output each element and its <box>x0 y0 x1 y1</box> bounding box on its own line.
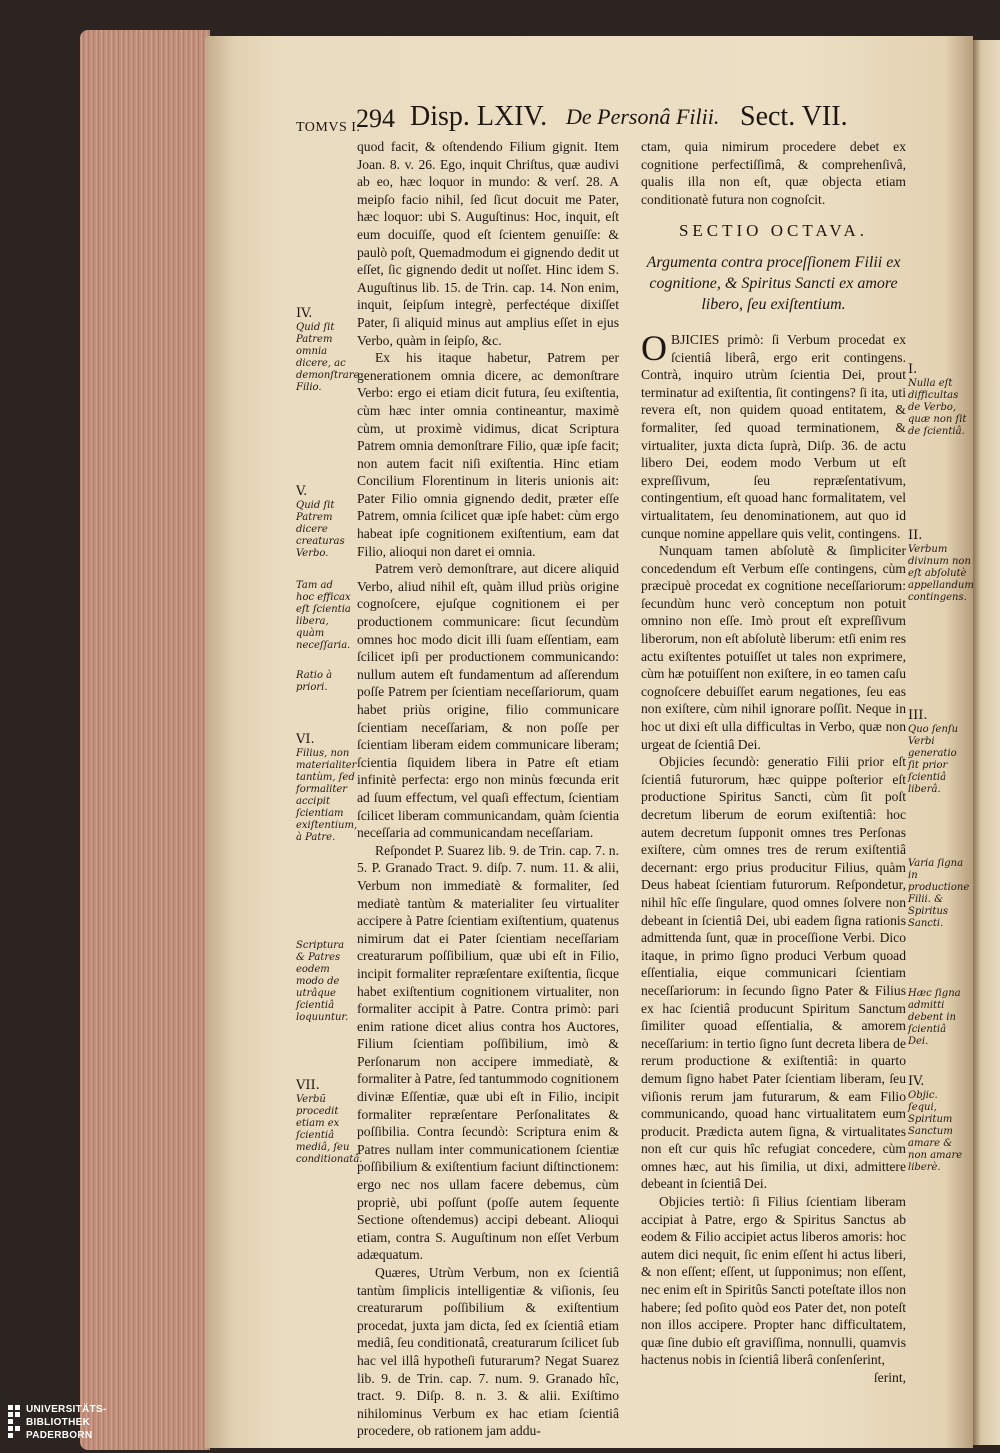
right-column <box>641 138 906 1387</box>
drop-cap: O <box>641 327 667 368</box>
margin-note <box>296 938 352 1024</box>
page-edges <box>80 30 210 1450</box>
running-head <box>296 96 856 136</box>
note-text: Verbum divinum non eſt abſolutè appellandum contingens. <box>908 544 974 603</box>
note-text: Quid ſit Patrem dicere creaturas Verbo. <box>296 500 345 559</box>
note-text: Quo ſenſu Verbi generatio ſit prior ſcientiâ liberâ. <box>908 724 959 795</box>
note-number: IV. <box>908 1074 925 1089</box>
paragraph: Objicies ſecundò: generatio Filii prior eſt ſcientiâ futurorum, hæc quippe poſterior eſt productione Spiritus Sancti, cùm ſit poſt decretum liberum de eorum exiſtentiâ: hoc autem decretum ſupponit omnes tres Perſonas exiſtere, cùm omnes tres de rerum exiſtentiâ decernant: ergo prius producitur Filius, quàm Deus habeat ſcientiam futurorum. Reſpondetur, nihil hîc eſſe ſingulare, quod omnes ſolvere non debeant in ſcientiâ Dei, ubi eadem ſigna rationis admittenda ſunt, quæ in proceſſione Verbi. Dico itaque, in primo ſigno produci Verbum quoad eſſentialia, eique communicari ſcientiam neceſſariorum: in ſecundo ſigno Pater & Filius ex hac ſcientiâ producunt Spiritum Sanctum ſimiliter quoad eſſentialia, & amorem neceſſarium: in tertio ſigno ſunt decreta libera de rerum productione & exiſtentiâ: in quarto demum ſigno habet Pater ſcientiam liberam, ſeu viſionis rerum jam futurarum, & eam Filio communicando, quoad hanc virtualitatem eum producit. Prædicta autem ſigna, & virtualitates non eſt cur quis hîc refugiat concedere, cùm omnes hæc, aut his ſimilia, ut dixi, admittere debeant in ſcientiâ Dei. <box>641 754 906 1192</box>
note-text: Filius, non materialiter tantùm, ſed formaliter accipit ſcientiam exiſtentium, à Patre. <box>296 748 358 843</box>
paragraph <box>641 327 906 542</box>
paragraph-text: BJICIES primò: ſi Verbum procedat ex ſcientiâ liberâ, ergo erit contingens. Contrà, inquiro utrùm ſcientia Dei, prout terminatur ad exiſtentia, ſit contingens? ſi ita, uti revera eſt, non quidem quoad entitatem, & formaliter, ſed quoad terminationem, & virtualiter, juxta dicta ſuprà, Diſp. 36. de actu libero Dei, eodem modo Verbum ut eſt expreſſivum, ſeu repræſentativum, contingentium, eſt quoad hanc formalitatem, vel virtualitatem, ſeu denominationem, aut quo id cunque nomine appellare quis velit, contingens. <box>641 331 906 541</box>
disputatio-label: Disp. LXIV. <box>410 101 548 132</box>
margin-note <box>908 986 968 1048</box>
margin-note <box>908 530 974 604</box>
tomus-label: TOMVS I. <box>296 120 361 135</box>
margin-note <box>908 1076 968 1174</box>
section-heading: SECTIO OCTAVA. <box>678 221 869 241</box>
library-line: UNIVERSITÄTS- <box>26 1404 107 1415</box>
margin-note <box>296 308 359 394</box>
note-text: Quid ſit Patrem omnia dicere, ac demonſtrare Filio. <box>296 322 360 393</box>
margin-note <box>908 710 968 796</box>
margin-note <box>908 856 969 930</box>
margin-note <box>908 364 968 438</box>
note-number: III. <box>908 708 928 723</box>
note-text: Objic. ſequi, Spiritum Sanctum amare & non amare liberè. <box>908 1090 963 1173</box>
paragraph: Ex his itaque habetur, Patrem per generationem omnia dicere, ac demonſtrare Verbo: ergo ei etiam dicit futura, ſeu exiſtentia, cùm hæc inter omnia contineantur, maximè cùm, ut proximè vidimus, dicat Scriptura Patrem omnia demonſtrare Filio, quæ ipſe facit; non autem facit niſi exiſtentia. Hinc etiam Concilium Florentinum in literis unionis ait: Pater Filio omnia gignendo dedit, præter eſſe Patrem, omnia ſcilicet quæ ipſe habet: cùm ergo habeat ipſe cognitionem exiſtentium, eam dat Filio, alioqui non daret ei omnia. <box>357 350 619 559</box>
note-number: I. <box>908 362 918 377</box>
paragraph: Nunquam tamen abſolutè & ſimpliciter concedendum eſt Verbum eſſe contingens, cùm præcipuè procedat ex cognitione neceſſariorum: ſecundùm hunc verò conceptum non potuit omnino non eſſe. Imò prout eſt expreſſivum liberorum, non eſt abſolutè liberum: etſi enim res actu exiſtentes potuiſſet ut tales non exprimere, cùm hæ potuiſſent non exiſtere, in eo tamen caſu cognoſcere debuiſſet earum negationes, ſeu eas non exiſtere, cùm nihil ignorare poſſit. Neque in hoc ut dixi eſt ulla difficultas in Verbo, quæ non urgeat de ſcientiâ Dei. <box>641 543 907 752</box>
note-number: V. <box>296 484 308 499</box>
note-text: Nulla eſt difficultas de Verbo, quæ non ſit de ſcientiâ. <box>908 378 967 437</box>
library-mark-icon <box>8 1405 20 1441</box>
paragraph: Quæres, Utrùm Verbum, non ex ſcientiâ tantùm ſimplicis intelligentiæ & viſionis, ſeu creaturarum poſſibilium & exiſtentium procedat, juxta jam dicta, ſed ex ſcientiâ etiam mediâ, ſeu conditionatâ, creaturarum ſcilicet ſub hac vel illâ hypotheſi futurarum? Negat Suarez lib. 9. de Trin. cap. 7. num. 9. Granado hîc, tract. 9. Diſp. 8. n. 3. & alii. Exiſtimo nihilominus Verbum ex hac etiam ſcientiâ procedere, ob rationem jam addu- <box>357 1265 619 1439</box>
library-name <box>26 1403 107 1442</box>
library-line: PADERBORN <box>26 1430 93 1441</box>
note-text: Scriptura & Patres eodem modo de utrâque ſcientiâ loquuntur. <box>296 940 349 1023</box>
note-text: Varia ſigna in productione Filii. & Spiritus Sancti. <box>908 858 970 929</box>
note-text: Tam ad hoc efficax eſt ſcientia libera, quàm neceſſaria. <box>296 580 351 651</box>
margin-note <box>296 578 352 652</box>
note-text: Hæc ſigna admitti debent in ſcientiâ Dei. <box>908 988 961 1047</box>
paragraph: Objicies tertiò: ſi Filius ſcientiam liberam accipiat à Patre, ergo & Spiritus Sanctus ab eodem & Filio accipiet actus liberos amoris: hoc autem dici nequit, ſic enim eſſent hi actus liberi, & non eſſent; eſſent, ut ſupponimus; non eſſent, nec enim eſt in Spiritûs Sancti poteſtate illos non habere; ſed poſito quòd eos Pater det, non poteſt non illos accipere. Propter hanc difficultatem, quæ ſine dubio eſt graviſſima, nonnulli, quamvis hactenus nobis in ſcientiâ liberâ conſenſerint, <box>641 1194 906 1368</box>
note-number: II. <box>908 528 923 543</box>
catchword: ſerint, <box>873 1370 906 1385</box>
section-subheading: Argumenta contra proceſſionem Filii ex cognitione, & Spiritus Sancti ex amore libero, ſeu exiſtentium. <box>646 253 901 313</box>
paragraph: ctam, quia nimirum procedere debet ex cognitione perfectiſſimâ, & comprehenſivâ, qualis illa non eſt, quæ objecta etiam conditionatè futura non cognoſcit. <box>641 139 906 207</box>
section-label: Sect. VII. <box>740 101 848 132</box>
library-logo <box>8 1403 138 1445</box>
running-title: De Personâ Filii. <box>566 104 720 129</box>
note-text: Verbũ procedit etiam ex ſcientiâ mediâ, ſeu conditionatâ. <box>296 1094 363 1165</box>
library-line: BIBLIOTHEK <box>26 1417 91 1428</box>
margin-note <box>296 734 357 844</box>
paragraph: Patrem verò demonſtrare, aut dicere aliquid Verbo, aliud nihil eſt, quàm illud priùs origine cognoſcere, ejuſque cognitionem ei per productionem communicare: ſicut ſecundùm omnes hoc modo dicit illi ſuam eſſentiam, eam ſcilicet ipſi per productionem communicando: nullum autem eſt fundamentum ad aſſerendum poſſe Patrem per ſcientiam neceſſariorum, quam habet priùs origine, filio communicare ſcientiam neceſſariam, & non poſſe per ſcientiam liberam eidem communicare liberam; ſcientia ſiquidem libera in Patre eſt etiam infinitè perfecta: ergo non minùs fœcunda erit ad ſuum effectum, vel quaſi effectum, ſcientiam ſcilicet liberam communicandam, quàm ſcientia neceſſaria ad communicandam neceſſariam. <box>357 561 619 841</box>
note-number: VI. <box>296 732 315 747</box>
note-number: VII. <box>296 1078 320 1093</box>
note-text: Ratio à priori. <box>296 670 333 693</box>
facing-page-edge <box>973 40 1000 1445</box>
margin-note <box>296 1080 362 1166</box>
paragraph: quod facit, & oſtendendo Filium gignit. Item Joan. 8. v. 26. Ego, inquit Chriſtus, quæ audivi ab eo, hæc loquor in mundo: & verſ. 28. A meipſo facio nihil, ſed ſicut docuit me Pater, hæc loquor: ubi S. Auguſtinus: Hoc, inquit, eſt eum docuiſſe, quod eſt ſcientem genuiſſe: & paulò poſt, Quemadmodum ei gignendo dedit ut eſſet, ſic gignendo dedit ut noſſet. Hinc idem S. Auguſtinus lib. 15. de Trin. cap. 14. Non enim, inquit, ſeipſum integrè, perfectéque dixiſſet Pater, ſi aliquid minus aut amplius eſſet in ejus Verbo, quàm in ſeipſo, &c. <box>357 139 619 348</box>
page-number: 294 <box>356 104 395 133</box>
left-column <box>357 138 619 1440</box>
margin-note <box>296 486 352 560</box>
note-number: IV. <box>296 306 313 321</box>
paragraph: Reſpondet P. Suarez lib. 9. de Trin. cap. 7. n. 5. P. Granado Tract. 9. diſp. 7. num. 11. & alii, Verbum non immediatè & formaliter, ſed mediatè tantùm & materialiter ſeu virtualiter accipere à Patre ſcientiam exiſtentium, quatenus nimirum dat ei Pater ſcientiam neceſſariam creaturarum poſſibilium, quæ ubi eſt in Filio, incipit formaliter repræſentare exiſtentia, ſicque habet exiſtentium cognitionem virtualiter, non formaliter accipit à Patre. Contra primò: pari enim ratione dicet alius contra hos Auctores, Filium ſcientiam poſſibilium, imò & Perſonarum non accipere immediatè, & formaliter à Patre, ſed tantummodo cognitionem divinæ Eſſentiæ, quæ ubi eſt in Filio, incipit formaliter repræſentare Perſonalitates & poſſibilia. Contra ſecundò: Scriptura enim & Patres nullam inter communicationem ſcientiæ poſſibilium & exiſtentium faciunt diſtinctionem: ergo nec nos ullam facere debemus, cùm propriè, ubi poſſunt (poſſe autem ſequente Sectione oſtendemus) accipi debeant. Alioqui etiam, contra S. Auguſtinum non eſſet Verbum adæquatum. <box>357 842 619 1263</box>
margin-note <box>296 668 352 694</box>
